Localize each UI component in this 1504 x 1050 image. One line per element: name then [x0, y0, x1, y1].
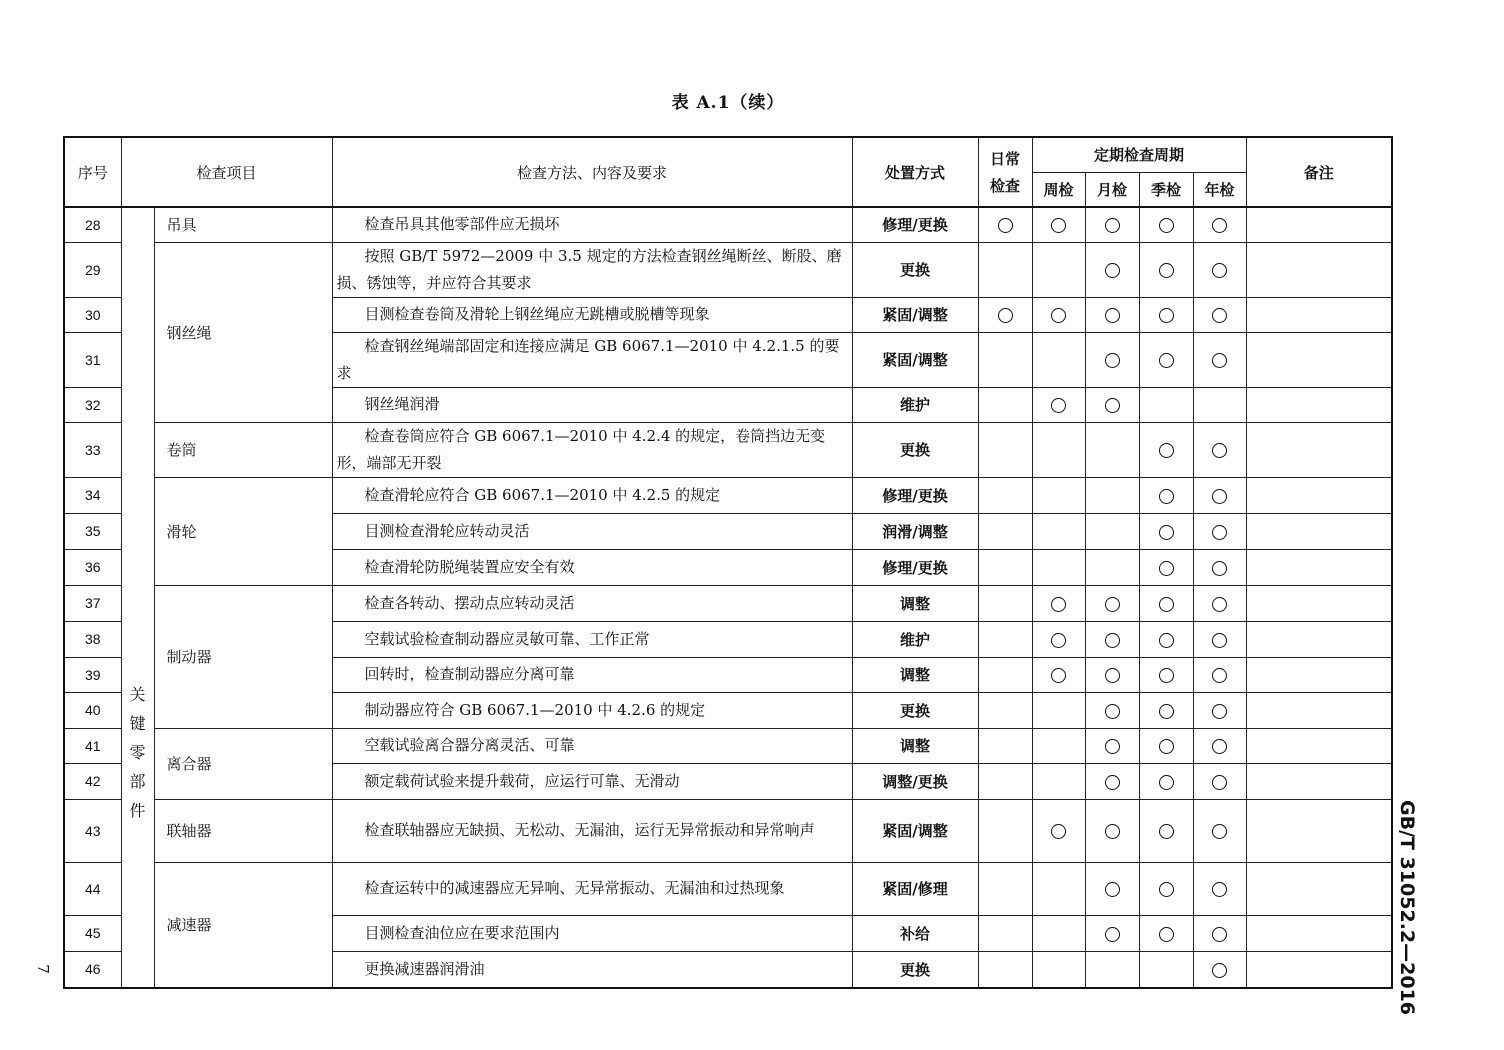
circle-mark-icon	[1105, 739, 1120, 754]
yearly-check-cell	[1193, 242, 1246, 297]
quarterly-check-cell	[1139, 332, 1193, 387]
weekly-check-cell	[1032, 728, 1085, 763]
row-number: 36	[64, 549, 121, 585]
weekly-check-cell	[1032, 477, 1085, 513]
daily-check-cell	[978, 799, 1032, 862]
row-number: 28	[64, 207, 121, 242]
table-row	[64, 728, 1392, 763]
weekly-check-cell	[1032, 799, 1085, 862]
header-disposal: 处置方式	[852, 137, 978, 207]
circle-mark-icon	[1212, 218, 1227, 233]
circle-mark-icon	[1159, 525, 1174, 540]
disposal-cell: 润滑/调整	[852, 513, 978, 549]
quarterly-check-cell	[1139, 297, 1193, 332]
method-cell: 检查各转动、摆动点应转动灵活	[332, 585, 852, 621]
circle-mark-icon	[1159, 443, 1174, 458]
quarterly-check-cell	[1139, 862, 1193, 915]
item-g2: 钢丝绳	[154, 242, 332, 422]
disposal-cell: 调整	[852, 585, 978, 621]
monthly-check-cell	[1085, 763, 1139, 799]
method-cell: 检查吊具其他零部件应无损坏	[332, 207, 852, 242]
monthly-check-cell	[1085, 422, 1139, 477]
remarks-cell	[1246, 549, 1392, 585]
category-char: 件	[129, 801, 146, 820]
row-number: 46	[64, 951, 121, 988]
table-row	[64, 242, 1392, 297]
row-number: 42	[64, 763, 121, 799]
row-number: 35	[64, 513, 121, 549]
disposal-cell: 维护	[852, 621, 978, 657]
monthly-check-cell	[1085, 728, 1139, 763]
remarks-cell	[1246, 621, 1392, 657]
remarks-cell	[1246, 692, 1392, 728]
row-number: 39	[64, 657, 121, 692]
daily-check-cell	[978, 387, 1032, 422]
circle-mark-icon	[1051, 218, 1066, 233]
yearly-check-cell	[1193, 513, 1246, 549]
circle-mark-icon	[1212, 927, 1227, 942]
table-row	[64, 799, 1392, 862]
row-number: 31	[64, 332, 121, 387]
remarks-cell	[1246, 728, 1392, 763]
circle-mark-icon	[998, 308, 1013, 323]
yearly-check-cell	[1193, 585, 1246, 621]
weekly-check-cell	[1032, 549, 1085, 585]
method-cell: 目测检查滑轮应转动灵活	[332, 513, 852, 549]
circle-mark-icon	[1159, 668, 1174, 683]
quarterly-check-cell	[1139, 477, 1193, 513]
row-number: 38	[64, 621, 121, 657]
table-row	[64, 862, 1392, 915]
circle-mark-icon	[1212, 882, 1227, 897]
remarks-cell	[1246, 242, 1392, 297]
weekly-check-cell	[1032, 513, 1085, 549]
weekly-check-cell	[1032, 207, 1085, 242]
circle-mark-icon	[1212, 704, 1227, 719]
circle-mark-icon	[1105, 597, 1120, 612]
yearly-check-cell	[1193, 297, 1246, 332]
circle-mark-icon	[1051, 398, 1066, 413]
table-row	[64, 207, 1392, 242]
circle-mark-icon	[1105, 218, 1120, 233]
daily-check-cell	[978, 513, 1032, 549]
disposal-cell: 补给	[852, 915, 978, 951]
circle-mark-icon	[1212, 963, 1227, 978]
disposal-cell: 更换	[852, 951, 978, 988]
disposal-cell: 紧固/调整	[852, 332, 978, 387]
circle-mark-icon	[1051, 633, 1066, 648]
method-cell: 检查运转中的减速器应无异响、无异常振动、无漏油和过热现象	[332, 862, 852, 915]
circle-mark-icon	[1212, 353, 1227, 368]
quarterly-check-cell	[1139, 657, 1193, 692]
table-body	[64, 207, 1392, 988]
weekly-check-cell	[1032, 657, 1085, 692]
circle-mark-icon	[1159, 308, 1174, 323]
header-method: 检查方法、内容及要求	[332, 137, 852, 207]
circle-mark-icon	[1105, 353, 1120, 368]
category-char: 关	[129, 685, 146, 704]
category-char: 键	[129, 714, 146, 733]
header-daily	[978, 137, 1032, 207]
remarks-cell	[1246, 585, 1392, 621]
header-monthly: 月检	[1085, 172, 1139, 207]
monthly-check-cell	[1085, 549, 1139, 585]
quarterly-check-cell	[1139, 692, 1193, 728]
daily-check-cell	[978, 951, 1032, 988]
circle-mark-icon	[1159, 489, 1174, 504]
quarterly-check-cell	[1139, 585, 1193, 621]
method-cell: 目测检查油位应在要求范围内	[332, 915, 852, 951]
remarks-cell	[1246, 657, 1392, 692]
quarterly-check-cell	[1139, 422, 1193, 477]
circle-mark-icon	[1159, 263, 1174, 278]
method-cell: 检查滑轮防脱绳装置应安全有效	[332, 549, 852, 585]
item-g6: 离合器	[154, 728, 332, 799]
method-cell: 钢丝绳润滑	[332, 387, 852, 422]
row-number: 33	[64, 422, 121, 477]
row-number: 29	[64, 242, 121, 297]
yearly-check-cell	[1193, 387, 1246, 422]
remarks-cell	[1246, 422, 1392, 477]
category-char: 部	[129, 772, 146, 791]
circle-mark-icon	[1105, 308, 1120, 323]
disposal-cell: 紧固/调整	[852, 297, 978, 332]
row-number: 43	[64, 799, 121, 862]
weekly-check-cell	[1032, 951, 1085, 988]
standard-code: GB/T 31052.2—2016	[1396, 800, 1418, 1016]
circle-mark-icon	[1051, 824, 1066, 839]
quarterly-check-cell	[1139, 513, 1193, 549]
circle-mark-icon	[1159, 882, 1174, 897]
quarterly-check-cell	[1139, 387, 1193, 422]
header-daily-line2: 检查	[989, 177, 1020, 195]
row-number: 30	[64, 297, 121, 332]
quarterly-check-cell	[1139, 207, 1193, 242]
daily-check-cell	[978, 242, 1032, 297]
remarks-cell	[1246, 207, 1392, 242]
method-cell: 检查联轴器应无缺损、无松动、无漏油，运行无异常振动和异常响声	[332, 799, 852, 862]
remarks-cell	[1246, 387, 1392, 422]
disposal-cell: 紧固/修理	[852, 862, 978, 915]
daily-check-cell	[978, 207, 1032, 242]
circle-mark-icon	[1105, 882, 1120, 897]
method-cell: 制动器应符合 GB 6067.1—2010 中 4.2.6 的规定	[332, 692, 852, 728]
yearly-check-cell	[1193, 332, 1246, 387]
header-item: 检查项目	[121, 137, 332, 207]
monthly-check-cell	[1085, 621, 1139, 657]
method-cell: 空载试验检查制动器应灵敏可靠、工作正常	[332, 621, 852, 657]
monthly-check-cell	[1085, 915, 1139, 951]
circle-mark-icon	[1105, 927, 1120, 942]
circle-mark-icon	[1105, 824, 1120, 839]
remarks-cell	[1246, 297, 1392, 332]
monthly-check-cell	[1085, 387, 1139, 422]
remarks-cell	[1246, 513, 1392, 549]
table-row	[64, 477, 1392, 513]
circle-mark-icon	[1159, 704, 1174, 719]
daily-check-cell	[978, 657, 1032, 692]
remarks-cell	[1246, 332, 1392, 387]
circle-mark-icon	[1105, 633, 1120, 648]
header-remarks: 备注	[1246, 137, 1392, 207]
weekly-check-cell	[1032, 621, 1085, 657]
disposal-cell: 更换	[852, 242, 978, 297]
row-number: 40	[64, 692, 121, 728]
method-cell: 检查钢丝绳端部固定和连接应满足 GB 6067.1—2010 中 4.2.1.5 的要求	[332, 332, 852, 387]
item-g8: 减速器	[154, 862, 332, 988]
remarks-cell	[1246, 951, 1392, 988]
circle-mark-icon	[1212, 775, 1227, 790]
method-cell: 更换减速器润滑油	[332, 951, 852, 988]
monthly-check-cell	[1085, 477, 1139, 513]
daily-check-cell	[978, 728, 1032, 763]
daily-check-cell	[978, 477, 1032, 513]
circle-mark-icon	[1105, 775, 1120, 790]
daily-check-cell	[978, 332, 1032, 387]
circle-mark-icon	[1212, 443, 1227, 458]
circle-mark-icon	[1051, 308, 1066, 323]
header-seq: 序号	[64, 137, 121, 207]
disposal-cell: 修理/更换	[852, 477, 978, 513]
weekly-check-cell	[1032, 297, 1085, 332]
circle-mark-icon	[1105, 704, 1120, 719]
monthly-check-cell	[1085, 657, 1139, 692]
row-number: 34	[64, 477, 121, 513]
disposal-cell: 紧固/调整	[852, 799, 978, 862]
item-g4: 滑轮	[154, 477, 332, 585]
disposal-cell: 更换	[852, 692, 978, 728]
circle-mark-icon	[1159, 824, 1174, 839]
yearly-check-cell	[1193, 422, 1246, 477]
monthly-check-cell	[1085, 692, 1139, 728]
weekly-check-cell	[1032, 862, 1085, 915]
yearly-check-cell	[1193, 862, 1246, 915]
remarks-cell	[1246, 799, 1392, 862]
weekly-check-cell	[1032, 422, 1085, 477]
item-g7: 联轴器	[154, 799, 332, 862]
method-cell: 空载试验离合器分离灵活、可靠	[332, 728, 852, 763]
circle-mark-icon	[1105, 398, 1120, 413]
circle-mark-icon	[1212, 633, 1227, 648]
method-cell: 额定载荷试验来提升载荷，应运行可靠、无滑动	[332, 763, 852, 799]
weekly-check-cell	[1032, 692, 1085, 728]
header-daily-line1: 日常	[989, 150, 1020, 168]
circle-mark-icon	[1159, 633, 1174, 648]
monthly-check-cell	[1085, 242, 1139, 297]
yearly-check-cell	[1193, 728, 1246, 763]
row-number: 44	[64, 862, 121, 915]
quarterly-check-cell	[1139, 549, 1193, 585]
monthly-check-cell	[1085, 513, 1139, 549]
remarks-cell	[1246, 477, 1392, 513]
table-row	[64, 422, 1392, 477]
circle-mark-icon	[1159, 597, 1174, 612]
header-quarterly: 季检	[1139, 172, 1193, 207]
method-cell: 回转时，检查制动器应分离可靠	[332, 657, 852, 692]
header-yearly: 年检	[1193, 172, 1246, 207]
circle-mark-icon	[1212, 263, 1227, 278]
yearly-check-cell	[1193, 692, 1246, 728]
method-cell: 检查滑轮应符合 GB 6067.1—2010 中 4.2.5 的规定	[332, 477, 852, 513]
monthly-check-cell	[1085, 585, 1139, 621]
row-number: 45	[64, 915, 121, 951]
daily-check-cell	[978, 585, 1032, 621]
quarterly-check-cell	[1139, 915, 1193, 951]
circle-mark-icon	[1159, 218, 1174, 233]
circle-mark-icon	[1212, 525, 1227, 540]
daily-check-cell	[978, 549, 1032, 585]
quarterly-check-cell	[1139, 763, 1193, 799]
circle-mark-icon	[1212, 739, 1227, 754]
circle-mark-icon	[1212, 668, 1227, 683]
weekly-check-cell	[1032, 763, 1085, 799]
monthly-check-cell	[1085, 297, 1139, 332]
daily-check-cell	[978, 621, 1032, 657]
item-g3: 卷筒	[154, 422, 332, 477]
daily-check-cell	[978, 692, 1032, 728]
method-cell: 按照 GB/T 5972—2009 中 3.5 规定的方法检查钢丝绳断丝、断股、磨损、锈蚀等，并应符合其要求	[332, 242, 852, 297]
disposal-cell: 更换	[852, 422, 978, 477]
quarterly-check-cell	[1139, 621, 1193, 657]
table-title: 表 A.1（续）	[671, 93, 785, 113]
header-weekly: 周检	[1032, 172, 1085, 207]
disposal-cell: 修理/更换	[852, 549, 978, 585]
monthly-check-cell	[1085, 862, 1139, 915]
circle-mark-icon	[1212, 824, 1227, 839]
yearly-check-cell	[1193, 477, 1246, 513]
item-g1: 吊具	[154, 207, 332, 242]
circle-mark-icon	[1159, 561, 1174, 576]
circle-mark-icon	[1212, 489, 1227, 504]
yearly-check-cell	[1193, 621, 1246, 657]
yearly-check-cell	[1193, 799, 1246, 862]
disposal-cell: 调整/更换	[852, 763, 978, 799]
row-number: 32	[64, 387, 121, 422]
quarterly-check-cell	[1139, 799, 1193, 862]
quarterly-check-cell	[1139, 951, 1193, 988]
weekly-check-cell	[1032, 242, 1085, 297]
row-number: 41	[64, 728, 121, 763]
daily-check-cell	[978, 862, 1032, 915]
remarks-cell	[1246, 862, 1392, 915]
yearly-check-cell	[1193, 657, 1246, 692]
monthly-check-cell	[1085, 207, 1139, 242]
circle-mark-icon	[1159, 739, 1174, 754]
table-row	[64, 585, 1392, 621]
disposal-cell: 调整	[852, 657, 978, 692]
weekly-check-cell	[1032, 915, 1085, 951]
monthly-check-cell	[1085, 332, 1139, 387]
yearly-check-cell	[1193, 549, 1246, 585]
yearly-check-cell	[1193, 763, 1246, 799]
remarks-cell	[1246, 915, 1392, 951]
circle-mark-icon	[1051, 597, 1066, 612]
quarterly-check-cell	[1139, 242, 1193, 297]
weekly-check-cell	[1032, 332, 1085, 387]
inspection-table	[63, 136, 1393, 989]
item-g5: 制动器	[154, 585, 332, 728]
row-number: 37	[64, 585, 121, 621]
category-cell	[121, 207, 154, 988]
yearly-check-cell	[1193, 207, 1246, 242]
weekly-check-cell	[1032, 387, 1085, 422]
quarterly-check-cell	[1139, 728, 1193, 763]
monthly-check-cell	[1085, 951, 1139, 988]
daily-check-cell	[978, 915, 1032, 951]
category-char: 零	[129, 743, 146, 762]
page-number: 7	[33, 964, 52, 974]
disposal-cell: 维护	[852, 387, 978, 422]
method-cell: 检查卷筒应符合 GB 6067.1—2010 中 4.2.4 的规定，卷筒挡边无变形，端部无开裂	[332, 422, 852, 477]
circle-mark-icon	[1212, 308, 1227, 323]
circle-mark-icon	[1051, 668, 1066, 683]
daily-check-cell	[978, 297, 1032, 332]
circle-mark-icon	[1212, 561, 1227, 576]
circle-mark-icon	[1159, 353, 1174, 368]
daily-check-cell	[978, 763, 1032, 799]
yearly-check-cell	[1193, 951, 1246, 988]
circle-mark-icon	[1105, 263, 1120, 278]
circle-mark-icon	[1159, 775, 1174, 790]
header-periodic: 定期检查周期	[1032, 137, 1246, 172]
daily-check-cell	[978, 422, 1032, 477]
circle-mark-icon	[1105, 668, 1120, 683]
yearly-check-cell	[1193, 915, 1246, 951]
weekly-check-cell	[1032, 585, 1085, 621]
monthly-check-cell	[1085, 799, 1139, 862]
method-cell: 目测检查卷筒及滑轮上钢丝绳应无跳槽或脱槽等现象	[332, 297, 852, 332]
disposal-cell: 调整	[852, 728, 978, 763]
disposal-cell: 修理/更换	[852, 207, 978, 242]
circle-mark-icon	[998, 218, 1013, 233]
circle-mark-icon	[1212, 597, 1227, 612]
circle-mark-icon	[1159, 927, 1174, 942]
remarks-cell	[1246, 763, 1392, 799]
